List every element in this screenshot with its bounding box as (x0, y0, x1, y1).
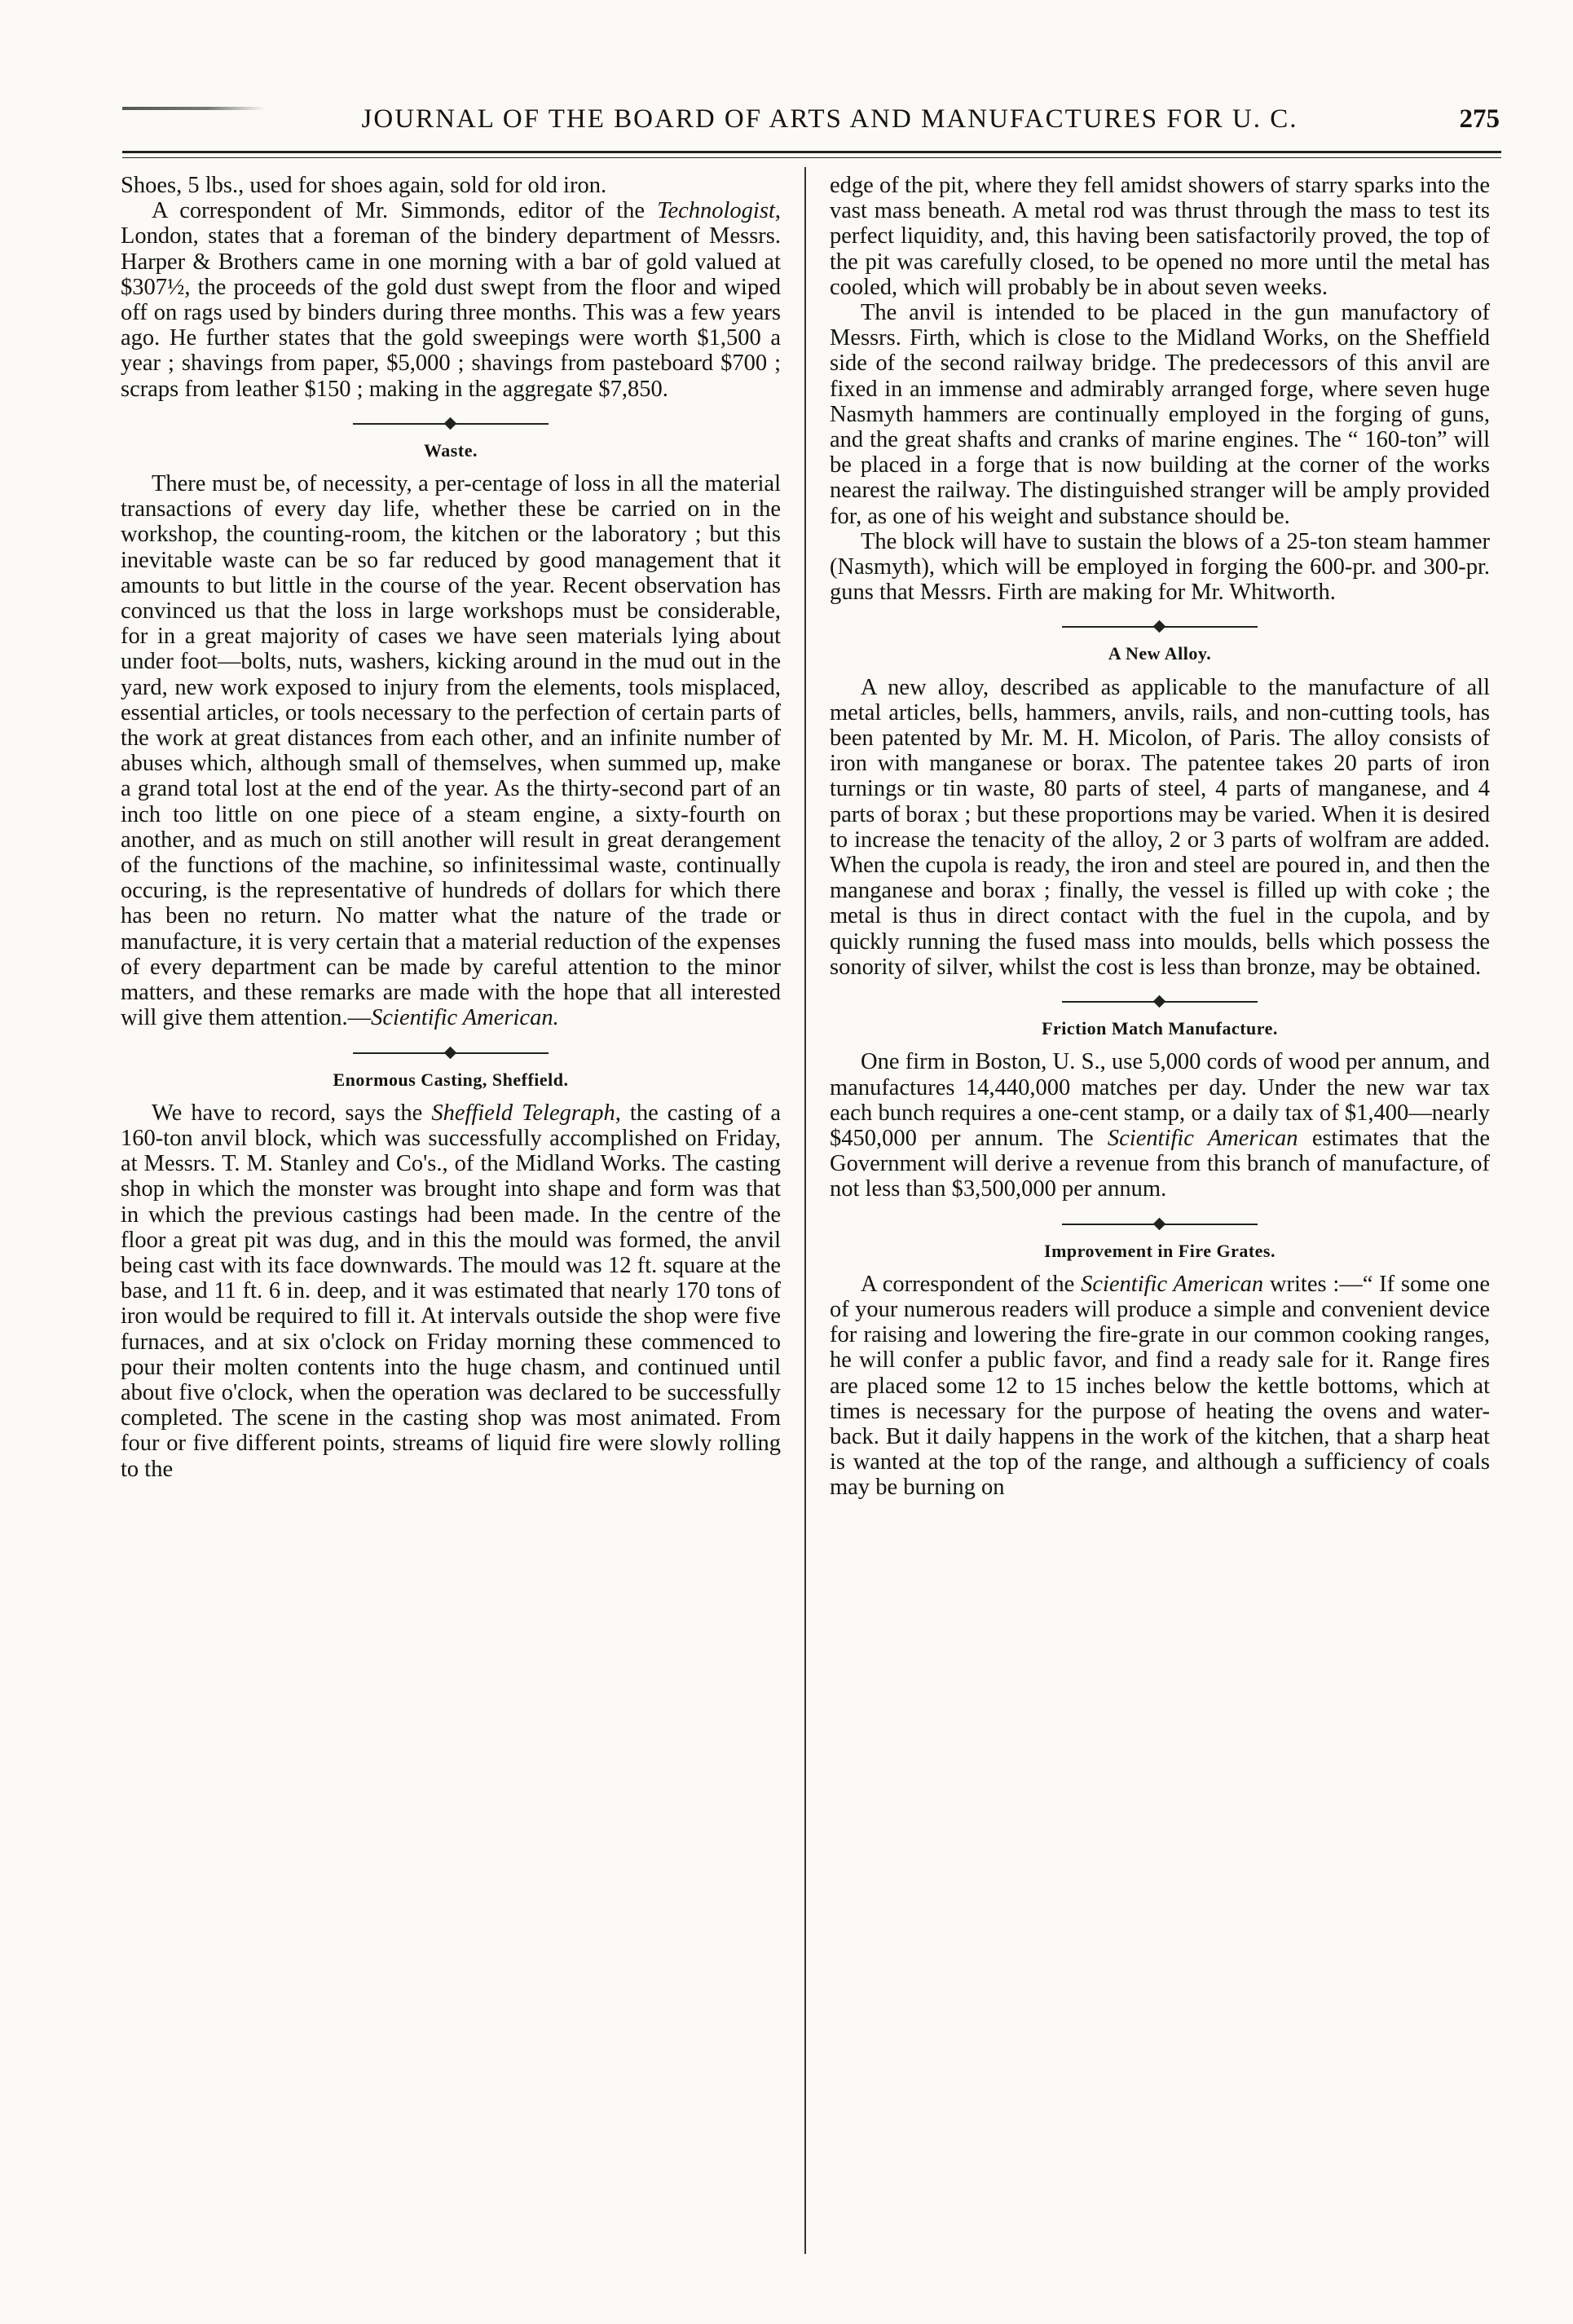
section-separator (830, 616, 1490, 637)
section-separator (121, 1043, 781, 1064)
publication-name: Technologist (657, 198, 775, 224)
paragraph: edge of the pit, where they fell amidst showers of starry sparks into the vast mass beneath. A metal rod was thrust through the mass to test its perfect liquidity, and, this having been satisfactorily proved, the top of the pit was carefully closed, to be opened no more until the metal has cooled, which will probably be in about seven weeks. (830, 173, 1490, 300)
journal-title: JOURNAL OF THE BOARD OF ARTS AND MANUFACTURES FOR U. C. (361, 104, 1298, 134)
page-number: 275 (1459, 104, 1500, 134)
publication-name: Sheffield Telegraph, (431, 1100, 621, 1126)
text: , London, states that a foreman of the bindery department of Messrs. Harper & Brothers came in one morning with a bar of gold valued at $307½, the proceeds of the gold dust swept from the floor and wiped off on rags used by binders during three months. This was a few years ago. He further states that the gold sweepings were worth $1,500 a year ; shavings from paper, $5,000 ; shavings from pasteboard $700 ; scraps from leather $150 ; making in the aggregate $7,850. (121, 198, 781, 402)
running-header (122, 104, 1500, 137)
paragraph (830, 1272, 1490, 1501)
text: One firm in Boston, U. S., use 5,000 cords of wood per annum, and manufactures 14,440,000 matches per day. Under the new war tax each bunch requires a one-cent stamp, or a daily tax of $1,400—nearly $450,000 per annum. The (830, 1049, 1490, 1151)
section-separator (830, 1214, 1490, 1235)
paragraph (121, 471, 781, 1030)
text: There must be, of necessity, a per-centage of loss in all the material transactions of every day life, whether these be carried on in the workshop, the counting-room, the kitchen or the laboratory ; but this inevitable waste can be so far reduced by good management that it amounts to but little in the course of the year. Recent observation has convinced us that the loss in large workshops must be considerable, for in a great majority of cases we have seen materials lying about under foot—bolts, nuts, washers, kicking around in the mud out in the yard, new work exposed to injury from the elements, tools misplaced, essential articles, or tools necessary to the perfection of certain parts of the work at great distances from each other, and an infinite number of abuses which, although small of themselves, when summed up, make a grand total lost at the end of the year. As the thirty-second part of an inch too little on one piece of a steam engine, a sixty-fourth on another, and as much on still another will result in great derangement of the functions of the machine, so infinitessimal waste, continually occuring, is the representative of hundreds of dollars for which there has been no return. No matter what the nature of the trade or manufacture, it is very certain that a material reduction of the expenses of every department can be made by careful attention to the minor matters, and these remarks are made with the hope that all interested will give them attention.— (121, 471, 781, 1031)
text: A correspondent of the (861, 1271, 1082, 1297)
text: estimates that the Government will derive a revenue from this branch of manufacture, of not less than $3,500,000 per annum. (830, 1125, 1491, 1202)
paragraph: A new alloy, described as applicable to the manufacture of all metal articles, bells, hammers, anvils, rails, and non-cutting tools, has been patented by Mr. M. H. Micolon, of Paris. The alloy consists of iron with manganese or borax. The patentee takes 20 parts of iron turnings or tin waste, 80 parts of steel, 4 parts of manganese, and 4 parts of borax ; but these proportions may be varied. When it is desired to increase the tenacity of the alloy, 2 or 3 parts of wolfram are added. When the cupola is ready, the iron and steel are poured in, and then the manganese and borax ; finally, the vessel is filled up with coke ; the metal is thus in direct contact with the fuel in the cupola, and by quickly running the fused mass into moulds, bells which possess the sonority of silver, whilst the cost is less than bronze, may be obtained. (830, 674, 1490, 980)
paragraph: The anvil is intended to be placed in the gun manufactory of Messrs. Firth, which is close to the Midland Works, on the Sheffield side of the second railway bridge. The predecessors of this anvil are fixed in an immense and admirably arranged forge, where seven huge Nasmyth hammers are continually employed in the forging of guns, and the great shafts and cranks of marine engines. The “ 160-ton” will be placed in a forge that is now building at the corner of the works nearest the railway. The distinguished stranger will be amply provided for, as one of his weight and substance should be. (830, 300, 1490, 529)
text: writes :—“ If some one of your numerous readers will produce a simple and convenient device for raising and lowering the fire-grate in our common cooking ranges, he will confer a public favor, and find a ready sale for it. Range fires are placed some 12 to 15 inches below the kettle bottoms, which at times is necessary for the purpose of heating the ovens and water-back. But it daily happens in the work of the kitchen, that a sharp heat is wanted at the top of the range, and although a sufficiency of coals may be burning on (830, 1271, 1490, 1501)
paragraph (121, 198, 781, 402)
publication-name: Scientific American (1081, 1271, 1264, 1297)
article-heading: Enormous Casting, Sheffield. (333, 1069, 569, 1090)
header-ornament (122, 107, 265, 110)
publication-name: Scientific American (1107, 1125, 1298, 1151)
paragraph (830, 1049, 1490, 1202)
article-heading: A New Alloy. (1108, 643, 1212, 664)
source-citation: Scientific American. (371, 1005, 559, 1031)
text: the casting of a 160-ton anvil block, which was successfully accomplished on Friday, at Messrs. T. M. Stanley and Co's., of the Midland Works. The casting shop in which the monster was brought into shape and form was that in which the previous castings had been made. In the centre of the floor a great pit was dug, and in this the mould was formed, the anvil being cast with its face downwards. The mould was 12 ft. square at the base, and 11 ft. 6 in. deep, and it was estimated that nearly 170 tons of iron would be required to fill it. At intervals outside the shop were five furnaces, and at six o'clock on Friday morning these commenced to pour their molten contents into the huge chasm, and continued until about five o'clock, when the operation was declared to be successfully completed. The scene in the casting shop was most animated. From four or five different points, streams of liquid fire were slowly rolling to the (121, 1100, 782, 1482)
section-separator (121, 413, 781, 434)
section-separator (830, 991, 1490, 1012)
paragraph (121, 1100, 781, 1482)
header-rule (122, 151, 1501, 153)
right-column (830, 173, 1490, 1501)
article-heading: Improvement in Fire Grates. (1044, 1240, 1276, 1261)
paragraph: Shoes, 5 lbs., used for shoes again, sold for old iron. (121, 173, 607, 198)
article-heading: Friction Match Manufacture. (1042, 1018, 1278, 1039)
left-column (121, 173, 781, 1482)
column-divider (804, 167, 806, 2254)
article-heading: Waste. (424, 439, 478, 461)
header-rule-thin (122, 157, 1501, 158)
text: We have to record, says the (152, 1100, 432, 1126)
text: A correspondent of Mr. Simmonds, editor of the (152, 198, 658, 224)
paragraph: The block will have to sustain the blows of a 25-ton steam hammer (Nasmyth), which will be employed in forging the 600-pr. and 300-pr. guns that Messrs. Firth are making for Mr. Whitworth. (830, 528, 1490, 606)
